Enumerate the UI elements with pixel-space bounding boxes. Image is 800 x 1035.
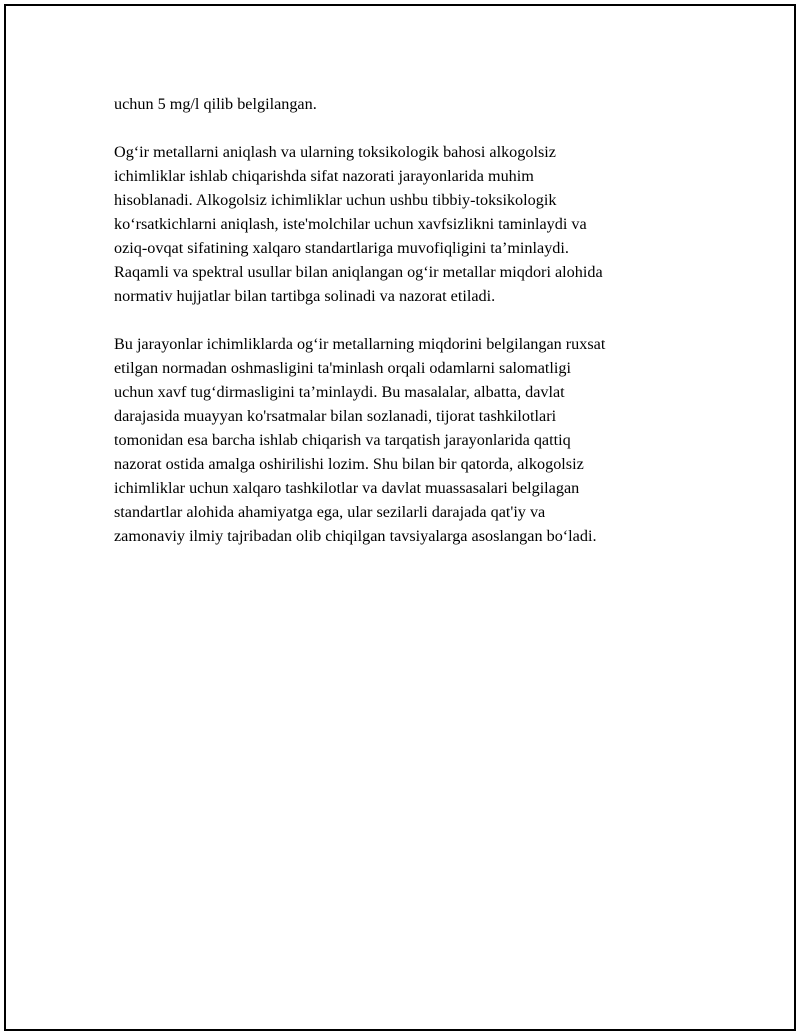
text-line: normativ hujjatlar bilan tartibga solinadi va nazorat etiladi. xyxy=(114,287,496,305)
text-line: uchun xavf tug‘dirmasligini ta’minlaydi. Bu masalalar, albatta, davlat xyxy=(114,383,565,401)
text-line: oziq-ovqat sifatining xalqaro standartlariga muvofiqligini ta’minlaydi. xyxy=(114,239,569,257)
text-line: ko‘rsatkichlarni aniqlash, iste'molchilar uchun xavfsizlikni taminlaydi va xyxy=(114,215,587,233)
text-line: etilgan normadan oshmasligini ta'minlash orqali odamlarni salomatligi xyxy=(114,359,571,377)
text-line: nazorat ostida amalga oshirilishi lozim. Shu bilan bir qatorda, alkogolsiz xyxy=(114,455,584,473)
paragraph-1 xyxy=(114,92,694,116)
text-line: Bu jarayonlar ichimliklarda og‘ir metallarning miqdorini belgilangan ruxsat xyxy=(114,335,606,353)
text-line: ichimliklar uchun xalqaro tashkilotlar va davlat muassasalari belgilagan xyxy=(114,479,580,497)
text-line: tomonidan esa barcha ishlab chiqarish va tarqatish jarayonlarida qattiq xyxy=(114,431,571,449)
text-line: standartlar alohida ahamiyatga ega, ular sezilarli darajada qat'iy va xyxy=(114,503,546,521)
text-line: uchun 5 mg/l qilib belgilangan. xyxy=(114,95,317,113)
text-line: hisoblanadi. Alkogolsiz ichimliklar uchun ushbu tibbiy-toksikologik xyxy=(114,191,557,209)
document-body xyxy=(114,92,694,572)
text-line: Og‘ir metallarni aniqlash va ularning toksikologik bahosi alkogolsiz xyxy=(114,143,556,161)
text-line: darajasida muayyan ko'rsatmalar bilan sozlanadi, tijorat tashkilotlari xyxy=(114,407,557,425)
paragraph-2 xyxy=(114,140,694,308)
text-line: Raqamli va spektral usullar bilan aniqlangan og‘ir metallar miqdori alohida xyxy=(114,263,603,281)
text-line: zamonaviy ilmiy tajribadan olib chiqilgan tavsiyalarga asoslangan bo‘ladi. xyxy=(114,527,597,545)
text-line: ichimliklar ishlab chiqarishda sifat nazorati jarayonlarida muhim xyxy=(114,167,534,185)
paragraph-3 xyxy=(114,332,694,548)
